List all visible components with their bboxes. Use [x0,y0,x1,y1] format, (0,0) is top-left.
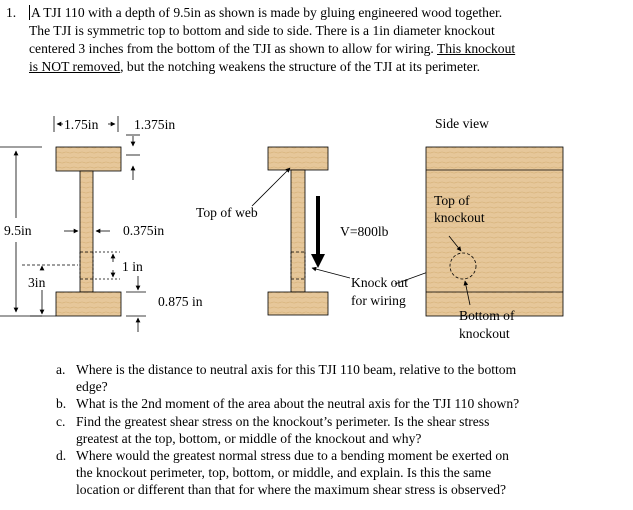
question-label: b. [56,396,67,412]
dim-knockout-diameter [95,252,143,279]
top-of-web-label: Top of web [196,205,258,220]
dim-depth [0,147,42,316]
dim-flange-width [54,116,118,132]
shear-force-label: V=800lb [340,224,389,239]
problem-line-2: The TJI is symmetric top to bottom and side to side. There is a 1in diameter knockout [29,23,495,38]
bottom-of-knockout-label-1: Bottom of [459,308,515,323]
dim-flange-thickness [126,276,203,332]
question-line: location or different than that for where the maximum shear stress is observed? [76,482,507,498]
problem-number: 1. [6,5,17,20]
side-view-beam [426,147,563,316]
problem-line-4-text: , but the notching weakens the structure of the TJI at its perimeter. [120,59,481,74]
question-label: d. [56,448,67,464]
problem-line-3-text: centered 3 inches from the bottom of the TJI as shown to allow for wiring. [29,41,434,56]
problem-line-1-text: A TJI 110 with a depth of 9.5in as shown is made by gluing engineered wood together. [31,5,503,20]
dim-knockout-center-label: 3in [28,275,46,290]
dim-flange-thickness-label: 0.875 in [158,294,203,309]
top-of-knockout-label-1: Top of [434,193,470,208]
not-removed-underlined-text: is NOT removed [29,59,121,74]
question-label: c. [56,413,66,429]
dim-web-thickness-label: 0.375in [123,223,165,238]
question-b [46,395,621,412]
question-line: Find the greatest shear stress on the knockout’s perimeter. Is the shear stress [76,413,490,429]
question-line: What is the 2nd moment of the area about the neutral axis for the TJI 110 shown? [76,396,520,412]
question-d [46,447,621,499]
question-label: a. [56,362,66,377]
question-list [46,361,621,499]
question-line: edge? [76,379,108,395]
question-line: greatest at the top, bottom, or middle of the knockout and why? [76,430,422,446]
dim-web-width-label: 1.375in [134,117,176,132]
bottom-of-knockout-label-2: knockout [459,326,510,341]
web [80,171,93,292]
bottom-flange [56,292,121,316]
knockout-label-line2: for wiring [351,293,406,308]
knockout-label-line1: Knock out [351,275,409,290]
top-of-knockout-label-2: knockout [434,210,485,225]
question-a [46,361,621,395]
dim-knockout-diameter-label: 1 in [122,259,143,274]
dim-flange-width-label: 1.75in [64,117,99,132]
i-beam-cross-section [56,147,121,316]
question-line: Where would the greatest normal stress due to a bending moment be exerted on [76,448,509,464]
question-line: the knockout perimeter, top, bottom, or middle, and explain. Is this the same [76,465,492,481]
top-flange [56,147,121,171]
dim-depth-label: 9.5in [4,223,32,238]
shear-force-arrow [311,196,325,268]
knockout-underlined-text: This knockout [436,41,516,56]
question-line: Where is the distance to neutral axis for this TJI 110 beam, relative to the bottom [76,362,517,377]
side-view-label: Side view [435,116,489,131]
question-c [46,413,621,447]
